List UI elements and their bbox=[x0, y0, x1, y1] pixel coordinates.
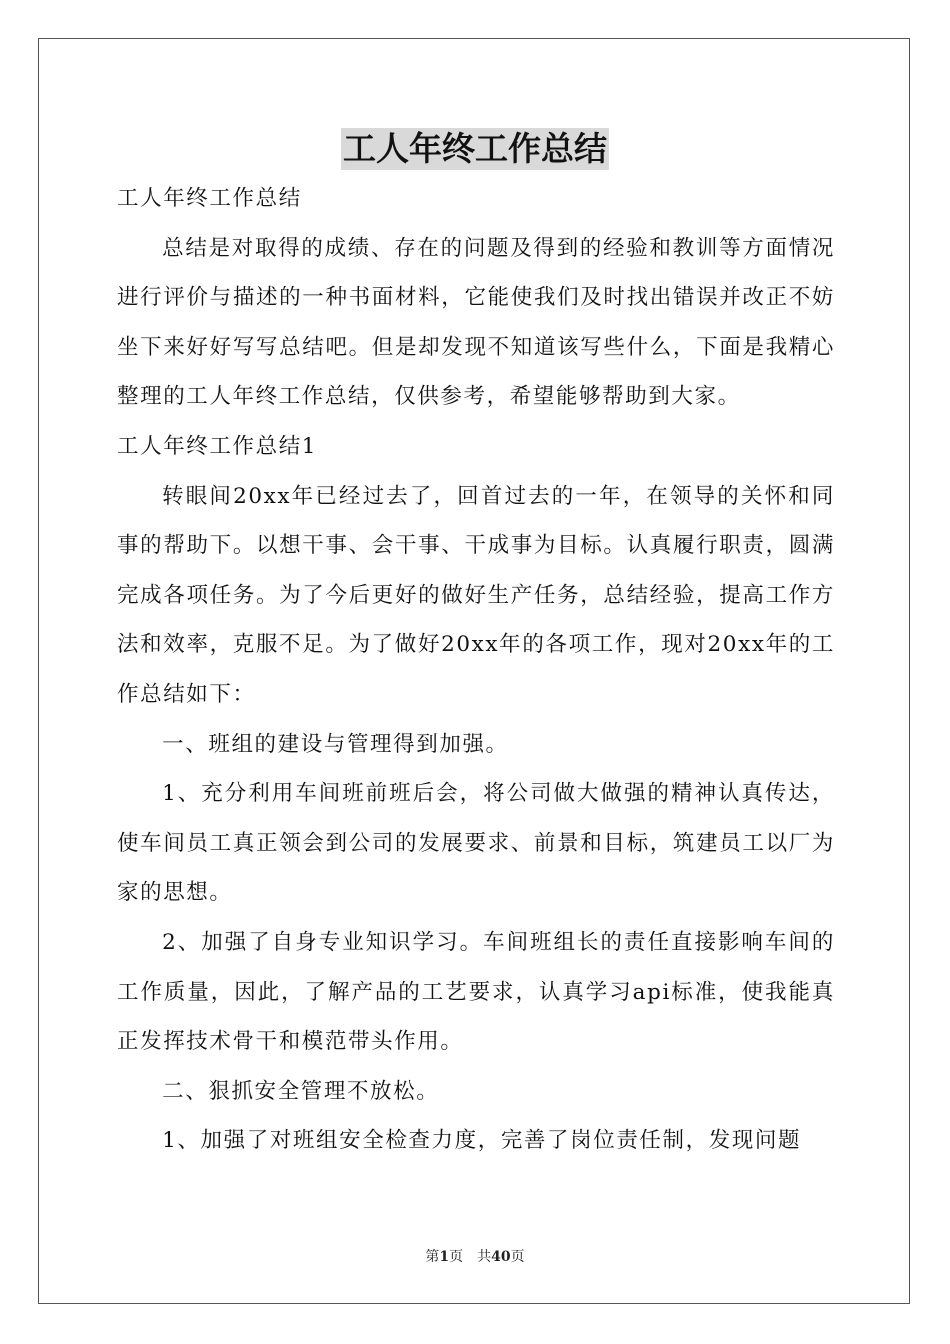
paragraph-section-heading: 工人年终工作总结1 bbox=[117, 433, 318, 459]
paragraph-point-one-item-one: 1、充分利用车间班前班后会，将公司做大做强的精神认真传达，使车间员工真正领会到公司的发展要求、前景和目标，筑建员工以厂为家的思想。 bbox=[117, 781, 835, 906]
title-wrap bbox=[0, 128, 950, 170]
page-suffix: 页 bbox=[449, 1249, 464, 1265]
paragraph-intro: 总结是对取得的成绩、存在的问题及得到的经验和教训等方面情况进行评价与描述的一种书面材料，它能使我们及时找出错误并改正不妨坐下来好好写写总结吧。但是却发现不知道该写些什么，下面是我精心整理的工人年终工作总结，仅供参考，希望能够帮助到大家。 bbox=[117, 235, 835, 410]
paragraph-point-two: 二、狠抓安全管理不放松。 bbox=[162, 1078, 440, 1104]
page-footer bbox=[0, 1248, 950, 1266]
document-body bbox=[117, 174, 835, 1166]
total-prefix: 共 bbox=[477, 1249, 492, 1265]
document-title: 工人年终工作总结 bbox=[343, 129, 607, 168]
paragraph-summary: 转眼间20xx年已经过去了，回首过去的一年，在领导的关怀和同事的帮助下。以想干事、会干事、干成事为目标。认真履行职责，圆满完成各项任务。为了今后更好的做好生产任务，总结经验，提高工作方法和效率，克服不足。为了做好20xx年的各项工作，现对20xx年的工作总结如下： bbox=[117, 483, 835, 707]
paragraph-point-one: 一、班组的建设与管理得到加强。 bbox=[162, 731, 509, 757]
paragraph-heading: 工人年终工作总结 bbox=[117, 186, 302, 211]
paragraph-point-one-item-two: 2、加强了自身专业知识学习。车间班组长的责任直接影响车间的工作质量，因此，了解产品的工艺要求，认真学习api标准，使我能真正发挥技术骨干和模范带头作用。 bbox=[117, 929, 835, 1055]
paragraph-point-two-item-one: 1、加强了对班组安全检查力度，完善了岗位责任制，发现问题 bbox=[162, 1128, 802, 1154]
total-suffix: 页 bbox=[510, 1249, 525, 1265]
page-prefix: 第 bbox=[425, 1249, 440, 1265]
total-pages: 40 bbox=[491, 1249, 511, 1265]
page-number: 1 bbox=[439, 1249, 450, 1265]
